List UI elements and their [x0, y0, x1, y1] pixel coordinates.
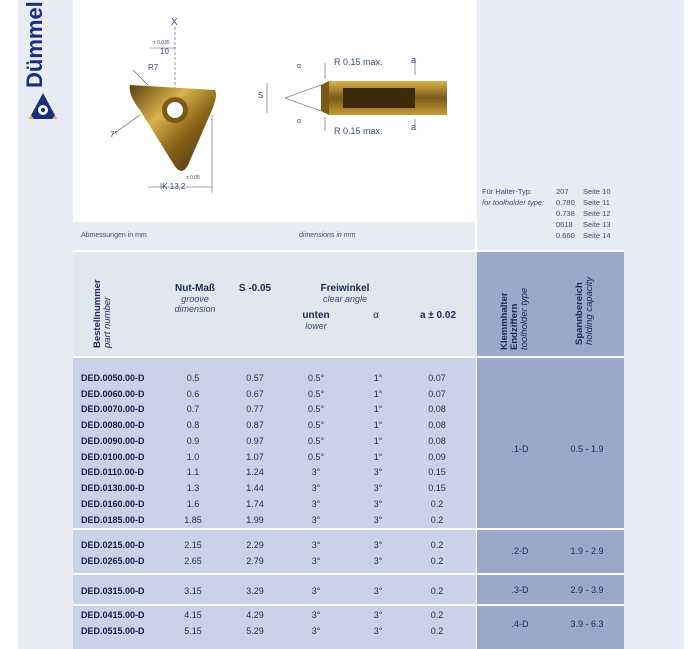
cell-a: 0.2: [430, 586, 444, 596]
cell-part: DED.0100.00-D: [81, 452, 145, 462]
cell-unten: 3°: [311, 556, 321, 566]
cell-a: 0.08: [428, 420, 446, 430]
header-toolholder: [500, 288, 530, 350]
cell-alpha: 3°: [373, 515, 383, 525]
cell-part: DED.0090.00-D: [81, 436, 145, 446]
dimensions-note-de: Abmessungen in mm: [81, 232, 147, 239]
cell-a: 0.2: [430, 626, 444, 636]
cell-unten: 0.5°: [307, 389, 325, 399]
group-separator: [73, 573, 624, 575]
group-range-2: 1.9 - 2.9: [570, 546, 604, 556]
cell-a: 0.07: [428, 373, 446, 383]
alpha-top-label: α: [297, 63, 302, 70]
cell-part: DED.0070.00-D: [81, 404, 145, 414]
cell-alpha: 1°: [373, 404, 383, 414]
header-part-en: part number: [102, 296, 113, 348]
header-lower: [296, 310, 336, 331]
cell-a: 0.15: [428, 483, 446, 493]
group-toolholder-1: .1-D: [511, 444, 529, 454]
cell-alpha: 3°: [373, 556, 383, 566]
header-frei-de: Freiwinkel: [320, 283, 370, 294]
cell-unten: 3°: [311, 467, 321, 477]
table-row: [0, 417, 624, 433]
header-klemm2: Endziffern: [509, 303, 520, 350]
cell-part: DED.0185.00-D: [81, 515, 145, 525]
cell-nut: 0.6: [186, 389, 200, 399]
cell-nut: 0.9: [186, 436, 200, 446]
cell-s: 0.97: [246, 436, 264, 446]
cell-unten: 3°: [311, 483, 321, 493]
header-nut-en2: dimension: [174, 304, 216, 314]
holder-page: Seite 14: [583, 231, 611, 240]
cell-part: DED.0315.00-D: [81, 586, 145, 596]
cell-alpha: 3°: [373, 626, 383, 636]
cell-unten: 0.5°: [307, 420, 325, 430]
section-a-top-label: a: [411, 55, 417, 65]
holder-type: 207: [556, 187, 569, 196]
cell-s: 0.57: [246, 373, 264, 383]
cell-nut: 5.15: [184, 626, 202, 636]
header-alpha: α: [373, 310, 379, 321]
cell-a: 0.2: [430, 515, 444, 525]
holder-type: 0.780: [556, 198, 575, 207]
axis-x-label: X: [171, 17, 178, 28]
group-separator: [73, 528, 624, 530]
cell-part: DED.0110.00-D: [81, 467, 145, 477]
holder-label-de: Für Halter-Typ:: [482, 187, 533, 196]
brand-wordmark: [22, 0, 48, 88]
radius-r7-label: R7: [148, 63, 159, 72]
table-row: [0, 496, 624, 512]
cell-unten: 3°: [311, 586, 321, 596]
cell-s: 4.29: [246, 610, 264, 620]
holder-page: Seite 10: [583, 187, 611, 196]
cell-nut: 0.8: [186, 420, 200, 430]
cell-s: 1.24: [246, 467, 264, 477]
cell-nut: 2.15: [184, 540, 202, 550]
insert-top-view: [100, 15, 240, 200]
cell-a: 0.2: [430, 610, 444, 620]
cell-part: DED.0080.00-D: [81, 420, 145, 430]
brand-logo-icon: [28, 92, 58, 122]
cell-part: DED.0130.00-D: [81, 483, 145, 493]
cell-part: DED.0160.00-D: [81, 499, 145, 509]
header-klemm-en: toolholder type: [519, 287, 530, 350]
cell-alpha: 3°: [373, 499, 383, 509]
cell-s: 1.74: [246, 499, 264, 509]
group-separator: [73, 604, 624, 606]
header-unten-de: unten: [302, 310, 330, 321]
cell-a: 0.08: [428, 404, 446, 414]
tolerance-bottom: ± 0.05: [186, 175, 200, 181]
cell-part: DED.0060.00-D: [81, 389, 145, 399]
cell-nut: 3.15: [184, 586, 202, 596]
header-klemm1: Klemmhalter: [499, 292, 510, 350]
cell-nut: 1.1: [186, 467, 200, 477]
cell-part: DED.0415.00-D: [81, 610, 145, 620]
cell-s: 2.79: [246, 556, 264, 566]
header-nut-en1: groove: [181, 294, 209, 304]
cell-nut: 1.0: [186, 452, 200, 462]
holder-type: 0.660: [556, 231, 575, 240]
radius-bottom-label: R 0.15 max.: [334, 126, 383, 136]
cell-alpha: 1°: [373, 373, 383, 383]
header-groove: [160, 283, 230, 314]
cell-unten: 0.5°: [307, 436, 325, 446]
group-toolholder-3: .3-D: [511, 585, 529, 595]
cell-alpha: 3°: [373, 540, 383, 550]
cell-unten: 3°: [311, 610, 321, 620]
cell-unten: 0.5°: [307, 404, 325, 414]
cell-alpha: 1°: [373, 436, 383, 446]
cell-alpha: 1°: [373, 420, 383, 430]
cell-nut: 1.85: [184, 515, 202, 525]
cell-part: DED.0215.00-D: [81, 540, 145, 550]
table-header-band: [73, 252, 477, 356]
cell-a: 0.2: [430, 499, 444, 509]
cell-alpha: 1°: [373, 389, 383, 399]
holder-type: 0618: [556, 220, 573, 229]
table-row: [0, 464, 624, 480]
cell-s: 1.07: [246, 452, 264, 462]
header-nut-de: Nut-Maß: [175, 283, 215, 294]
cell-a: 0.07: [428, 389, 446, 399]
header-spann-en: holding capacity: [584, 276, 595, 345]
cell-nut: 4.15: [184, 610, 202, 620]
cell-alpha: 3°: [373, 610, 383, 620]
cell-unten: 0.5°: [307, 373, 325, 383]
header-s: S -0.05: [238, 283, 272, 294]
cell-alpha: 3°: [373, 483, 383, 493]
header-holding-capacity: [575, 277, 595, 345]
cell-s: 0.67: [246, 389, 264, 399]
header-a: a ± 0.02: [419, 310, 457, 321]
cell-unten: 3°: [311, 540, 321, 550]
cell-a: 0.2: [430, 556, 444, 566]
cell-a: 0.08: [428, 436, 446, 446]
radius-top-label: R 0.15 max.: [334, 57, 383, 67]
cell-nut: 0.7: [186, 404, 200, 414]
table-row: [0, 480, 624, 496]
cell-nut: 0.5: [186, 373, 200, 383]
right-margin-panel: [624, 0, 684, 649]
cell-unten: 3°: [311, 626, 321, 636]
group-toolholder-2: .2-D: [511, 546, 529, 556]
insert-side-view: [255, 55, 455, 135]
header-spann-de: Spannbereich: [574, 282, 585, 345]
angle-7-label: 7°: [110, 130, 118, 139]
table-row: [0, 386, 624, 402]
cell-s: 2.29: [246, 540, 264, 550]
holder-type-list: [482, 186, 611, 241]
holder-page: Seite 12: [583, 209, 611, 218]
cell-unten: 3°: [311, 499, 321, 509]
cell-unten: 0.5°: [307, 452, 325, 462]
cell-a: 0.2: [430, 540, 444, 550]
table-row: [0, 401, 624, 417]
dim-10-label: 10: [160, 47, 169, 56]
holder-page: Seite 13: [583, 220, 611, 229]
cell-s: 1.99: [246, 515, 264, 525]
table-row: [0, 512, 624, 528]
tolerance-top: ± 0.035: [153, 40, 170, 46]
cell-nut: 1.6: [186, 499, 200, 509]
group-toolholder-4: .4-D: [511, 619, 529, 629]
alpha-bottom-label: α: [297, 118, 302, 125]
cell-s: 3.29: [246, 586, 264, 596]
holder-page: Seite 11: [583, 198, 610, 207]
dimensions-note-en: dimensions in mm: [299, 232, 356, 239]
ik-dimension-label: IK 13,2: [160, 182, 186, 191]
section-a-bottom-label: a: [411, 122, 417, 132]
cell-nut: 1.3: [186, 483, 200, 493]
header-clear-angle: [295, 283, 395, 304]
cell-alpha: 3°: [373, 586, 383, 596]
header-part-number: [93, 279, 113, 348]
header-unten-en: lower: [305, 321, 327, 331]
table-row: [0, 370, 624, 386]
cell-part: DED.0515.00-D: [81, 626, 145, 636]
cell-part: DED.0265.00-D: [81, 556, 145, 566]
header-part-de: Bestellnummer: [92, 279, 103, 348]
holder-type: 0.738: [556, 209, 575, 218]
cell-alpha: 3°: [373, 467, 383, 477]
cell-alpha: 1°: [373, 452, 383, 462]
holder-label-en: for toolholder type:: [482, 198, 545, 207]
header-frei-en: clear angle: [322, 294, 368, 304]
cell-unten: 3°: [311, 515, 321, 525]
brand-name: Dümmel: [22, 1, 47, 88]
group-range-1: 0.5 - 1.9: [570, 444, 604, 454]
cell-a: 0.09: [428, 452, 446, 462]
group-range-3: 2.9 - 3.9: [570, 585, 604, 595]
cell-s: 5.29: [246, 626, 264, 636]
group-range-4: 3.9 - 6.3: [570, 619, 604, 629]
cell-s: 1.44: [246, 483, 264, 493]
cell-part: DED.0050.00-D: [81, 373, 145, 383]
s-dimension-label: S: [258, 91, 264, 100]
cell-s: 0.77: [246, 404, 264, 414]
cell-nut: 2.65: [184, 556, 202, 566]
cell-s: 0.87: [246, 420, 264, 430]
cell-a: 0.15: [428, 467, 446, 477]
